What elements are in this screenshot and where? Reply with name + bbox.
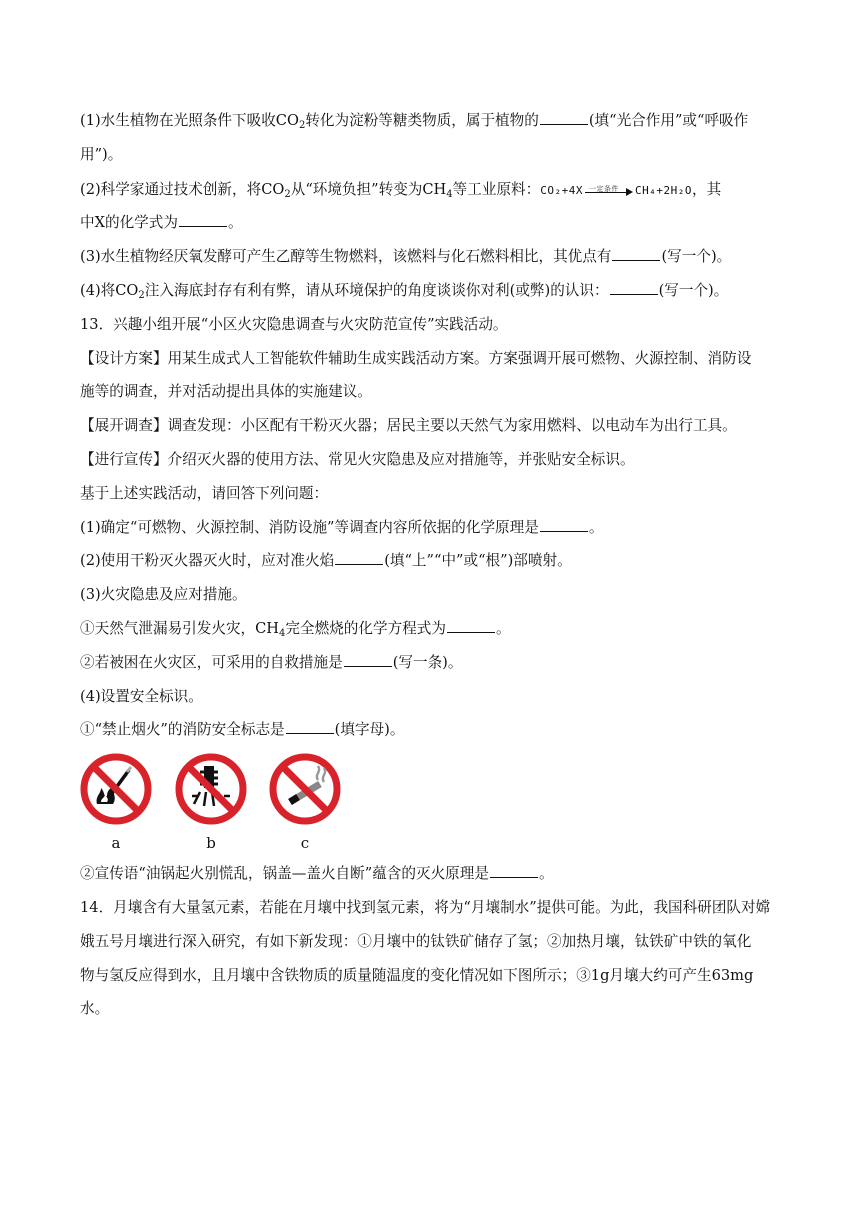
q12-part4-text-b: 注入海底封存有利有弊，请从环境保护的角度谈谈你对利(或弊)的认识： bbox=[144, 282, 609, 299]
reaction-condition: 一定条件 bbox=[589, 185, 619, 193]
q14-line4: 水。 bbox=[80, 1000, 110, 1017]
q13-part4-item1-text-a: ①“禁止烟火”的消防安全标志是 bbox=[80, 721, 285, 738]
q12-part1-text-a: (1)水生植物在光照条件下吸收CO bbox=[80, 112, 299, 129]
q14-line1: 14．月壤含有大量氢元素，若能在月壤中找到氢元素，将为“月壤制水”提供可能。为此，我国科研团队对嫦 bbox=[80, 899, 771, 916]
q13-part3-item1-text-a: ①天然气泄漏易引发火灾，CH bbox=[80, 620, 280, 637]
answer-blank[interactable] bbox=[179, 213, 227, 227]
q12-part2-text-c: 等工业原料： bbox=[452, 181, 541, 198]
q13-design-line1: 【设计方案】用某生成式人工智能软件辅助生成实践活动方案。方案强调开展可燃物、火源控制、消防设 bbox=[80, 350, 752, 367]
subscript: 4 bbox=[279, 628, 286, 639]
q13-part3-item1-text-b: 完全燃烧的化学方程式为 bbox=[285, 620, 446, 637]
q13-part4-item1-text-b: (填字母)。 bbox=[334, 721, 405, 738]
q13-part4-item2-text-b: 。 bbox=[538, 865, 554, 882]
q13-part4-item2 bbox=[80, 864, 782, 884]
q12-part3-line bbox=[80, 247, 782, 267]
q12-part1-text-c: (填“光合作用”或“呼吸作 bbox=[588, 112, 749, 129]
q12-part3-text-a: (3)水生植物经厌氧发酵可产生乙醇等生物燃料，该燃料与化石燃料相比，其优点有 bbox=[80, 248, 612, 265]
no-lit-match-icon bbox=[79, 752, 153, 826]
chemical-equation bbox=[540, 184, 692, 197]
q14-line2: 娥五号月壤进行深入研究，有如下新发现：①月壤中的钛铁矿储存了氢；②加热月壤，钛铁矿中铁的氧化 bbox=[80, 933, 752, 950]
q12-part2-text-e: 中X的化学式为 bbox=[80, 214, 178, 231]
sign-label-b: b bbox=[206, 834, 216, 852]
subscript: 2 bbox=[298, 120, 306, 131]
subscript: 4 bbox=[446, 189, 453, 200]
answer-blank[interactable] bbox=[540, 111, 588, 125]
answer-blank[interactable] bbox=[447, 619, 495, 633]
q12-part2-line1 bbox=[80, 180, 782, 201]
no-fireworks-icon bbox=[174, 752, 248, 826]
q12-part2-text-d: ，其 bbox=[691, 181, 722, 198]
q13-title: 13．兴趣小组开展“小区火灾隐患调查与火灾防范宣传”实践活动。 bbox=[80, 316, 508, 333]
q13-survey: 【展开调查】调查发现：小区配有干粉灭火器；居民主要以天然气为家用燃料、以电动车为出行工具。 bbox=[80, 417, 737, 434]
answer-blank[interactable] bbox=[610, 281, 658, 295]
q13-intro: 基于上述实践活动，请回答下列问题： bbox=[80, 485, 329, 502]
answer-blank[interactable] bbox=[335, 551, 383, 565]
sign-label-c: c bbox=[300, 834, 310, 852]
q12-part1-text-d: 用”)。 bbox=[80, 146, 123, 163]
q13-part3-item1 bbox=[80, 619, 782, 639]
q13-part2 bbox=[80, 551, 782, 571]
subscript: 2 bbox=[138, 290, 145, 301]
answer-blank[interactable] bbox=[344, 653, 392, 667]
q13-part3-item2-text-a: ②若被困在火灾区，可采用的自救措施是 bbox=[80, 654, 343, 671]
q13-part2-text-b: (填“上”“中”或“根”)部喷射。 bbox=[384, 552, 572, 569]
subscript: 2 bbox=[284, 189, 291, 200]
q12-part1-text-b: 转化为淀粉等糖类物质，属于植物的 bbox=[305, 112, 539, 129]
q13-part1 bbox=[80, 518, 782, 538]
q13-part4: (4)设置安全标识。 bbox=[80, 688, 203, 705]
reaction-arrow-icon bbox=[585, 186, 633, 196]
q13-part3-item2 bbox=[80, 653, 782, 673]
answer-blank[interactable] bbox=[490, 864, 538, 878]
q12-part1-line1 bbox=[80, 111, 782, 131]
q12-part4-text-c: (写一个)。 bbox=[658, 282, 729, 299]
q13-part4-item2-text-a: ②宣传语“油锅起火别慌乱，锅盖—盖火自断”蕴含的灭火原理是 bbox=[80, 865, 489, 882]
q13-part1-text-a: (1)确定“可燃物、火源控制、消防设施”等调查内容所依据的化学原理是 bbox=[80, 519, 539, 536]
q13-part2-text-a: (2)使用干粉灭火器灭火时，应对准火焰 bbox=[80, 552, 335, 569]
q12-part2-text-a: (2)科学家通过技术创新，将CO bbox=[80, 181, 285, 198]
q13-part4-item1 bbox=[80, 720, 782, 740]
equation-reactants: CO₂+4X bbox=[540, 184, 583, 197]
q13-promotion: 【进行宣传】介绍灭火器的使用方法、常见火灾隐患及应对措施等，并张贴安全标识。 bbox=[80, 451, 635, 468]
q13-part3-item2-text-b: (写一条)。 bbox=[392, 654, 463, 671]
q12-part3-text-b: (写一个)。 bbox=[661, 248, 732, 265]
q13-design-line2: 施等的调查，并对活动提出具体的实施建议。 bbox=[80, 383, 372, 400]
equation-products: CH₄+2H₂O bbox=[635, 184, 692, 197]
q13-part3-item1-text-c: 。 bbox=[495, 620, 511, 637]
q12-part2-line2 bbox=[80, 213, 782, 233]
q12-part4-line bbox=[80, 281, 782, 301]
q13-part1-text-b: 。 bbox=[588, 519, 604, 536]
q12-part1-line2 bbox=[80, 145, 782, 165]
no-smoking-icon bbox=[268, 752, 342, 826]
q12-part2-text-b: 从“环境负担”转变为CH bbox=[290, 181, 447, 198]
answer-blank[interactable] bbox=[286, 720, 334, 734]
answer-blank[interactable] bbox=[612, 247, 660, 261]
sign-label-a: a bbox=[111, 834, 121, 852]
q14-line3: 物与氢反应得到水，且月壤中含铁物质的质量随温度的变化情况如下图所示；③1g月壤大约可产生63mg bbox=[80, 967, 754, 984]
q12-part4-text-a: (4)将CO bbox=[80, 282, 139, 299]
q13-part3: (3)火灾隐患及应对措施。 bbox=[80, 586, 247, 603]
q12-part2-text-f: 。 bbox=[227, 214, 243, 231]
answer-blank[interactable] bbox=[540, 518, 588, 532]
